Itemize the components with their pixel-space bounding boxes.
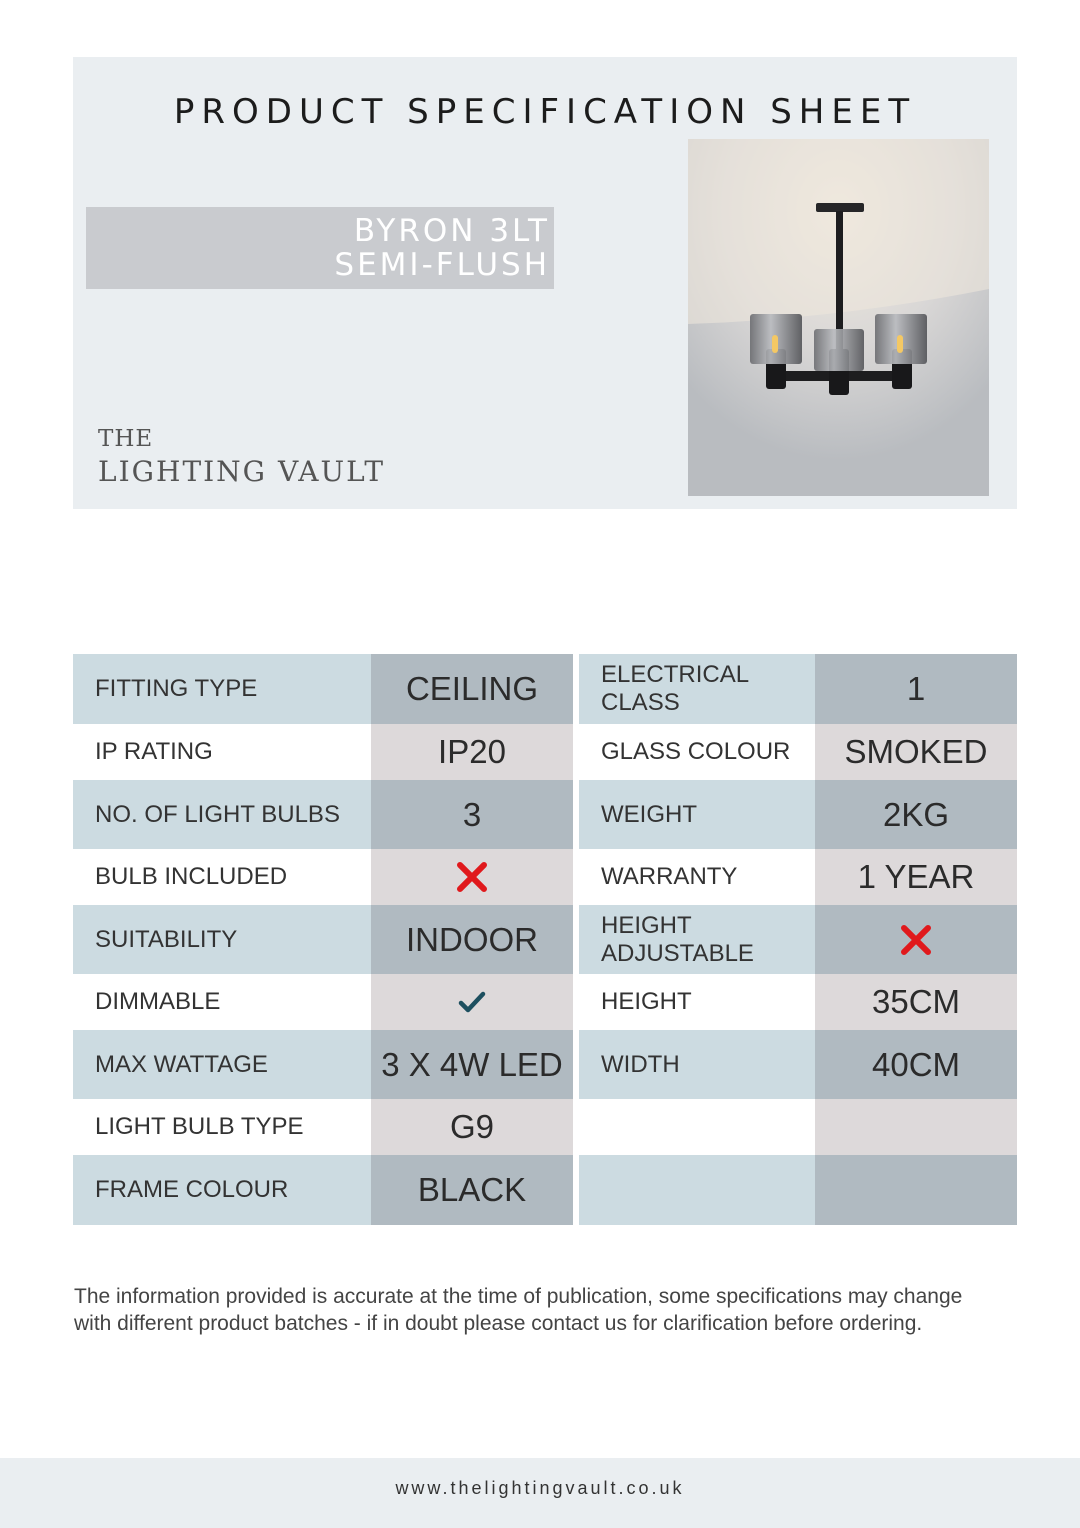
spec-label <box>579 1099 815 1155</box>
product-name-line2: SEMI-FLUSH <box>334 247 550 283</box>
check-icon <box>457 989 487 1015</box>
spec-value: G9 <box>371 1099 573 1155</box>
spec-value <box>815 1099 1017 1155</box>
spec-label: SUITABILITY <box>73 905 371 974</box>
spec-value: CEILING <box>371 654 573 724</box>
spec-value <box>371 849 573 905</box>
page-title: PRODUCT SPECIFICATION SHEET <box>173 92 917 132</box>
product-photo <box>688 139 989 496</box>
logo-line1: THE <box>98 426 154 452</box>
spec-value <box>815 905 1017 974</box>
spec-value: IP20 <box>371 724 573 780</box>
spec-label: HEIGHT <box>579 974 815 1030</box>
spec-label: WIDTH <box>579 1030 815 1099</box>
spec-value: BLACK <box>371 1155 573 1225</box>
spec-label: WEIGHT <box>579 780 815 849</box>
spec-value: 3 <box>371 780 573 849</box>
product-name-box <box>86 207 554 289</box>
logo-line2: LIGHTING VAULT <box>98 455 386 488</box>
spec-value: 1 YEAR <box>815 849 1017 905</box>
spec-label <box>579 1155 815 1225</box>
product-name-line1: BYRON 3LT <box>353 213 550 249</box>
spec-value: 40CM <box>815 1030 1017 1099</box>
spec-label: GLASS COLOUR <box>579 724 815 780</box>
spec-label: BULB INCLUDED <box>73 849 371 905</box>
spec-value <box>815 1155 1017 1225</box>
spec-value <box>371 974 573 1030</box>
cross-icon <box>898 922 934 958</box>
disclaimer-text: The information provided is accurate at the time of publication, some specifications may change with different product batches - if in doubt please contact us for clarification before ordering. <box>74 1285 963 1335</box>
footer-url[interactable]: www.thelightingvault.co.uk <box>395 1478 685 1498</box>
cross-icon <box>454 859 490 895</box>
spec-value: 2KG <box>815 780 1017 849</box>
spec-label: WARRANTY <box>579 849 815 905</box>
spec-value: 1 <box>815 654 1017 724</box>
spec-label: FITTING TYPE <box>73 654 371 724</box>
spec-label: NO. OF LIGHT BULBS <box>73 780 371 849</box>
spec-value: 35CM <box>815 974 1017 1030</box>
spec-label: HEIGHT ADJUSTABLE <box>579 905 815 974</box>
spec-label: LIGHT BULB TYPE <box>73 1099 371 1155</box>
spec-value: 3 X 4W LED <box>371 1030 573 1099</box>
spec-label: MAX WATTAGE <box>73 1030 371 1099</box>
spec-label: IP RATING <box>73 724 371 780</box>
spec-label: FRAME COLOUR <box>73 1155 371 1225</box>
spec-value: INDOOR <box>371 905 573 974</box>
spec-value: SMOKED <box>815 724 1017 780</box>
spec-label: DIMMABLE <box>73 974 371 1030</box>
spec-label: ELECTRICAL CLASS <box>579 654 815 724</box>
